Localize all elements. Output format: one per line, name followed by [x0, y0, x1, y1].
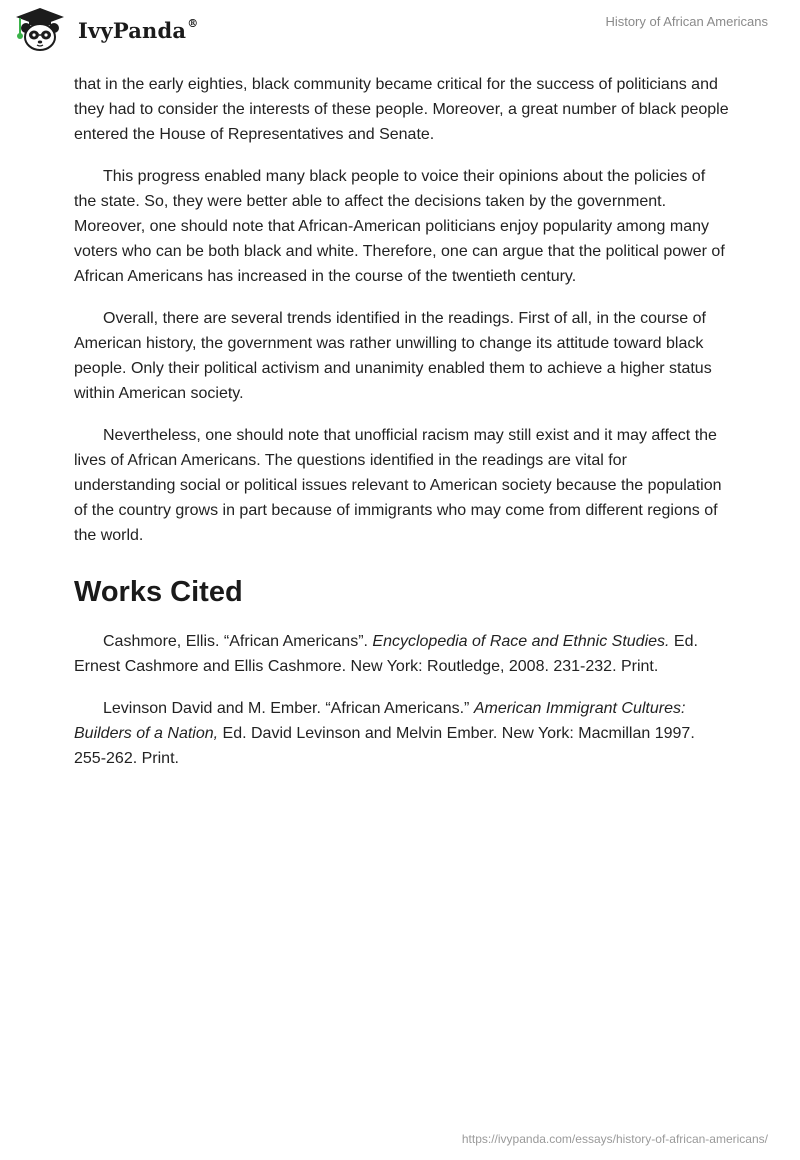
- page-header: [0, 0, 800, 68]
- citation-rest: Ed. Ernest Cashmore and Ellis Cashmore. New York: Routledge, 2008. 231-232. Print.: [74, 633, 698, 675]
- brand-name: IvyPanda®: [78, 16, 199, 43]
- registered-mark: ®: [187, 16, 199, 30]
- paragraph: This progress enabled many black people to voice their opinions about the policies of the state. So, they were better able to affect the decisions taken by the government. Moreover, one should note that African-American politicians enjoy popularity among many voters who can be both black and white. Therefore, one can argue that the political power of African Americans has increased in the course of the twentieth century.: [74, 168, 725, 285]
- citation-entry: [74, 696, 730, 771]
- paragraph: that in the early eighties, black community became critical for the success of politicians and they had to consider the interests of these people. Moreover, a great number of black people entered the House of Representatives and Senate.: [74, 76, 729, 143]
- paragraph: Overall, there are several trends identified in the readings. First of all, in the course of American history, the government was rather unwilling to change its attitude toward black people. Only their political activism and unanimity enabled them to achieve a higher status within American society.: [74, 310, 712, 402]
- essay-body: [74, 72, 730, 788]
- citation-title: American Immigrant Cultures: Builders of a Nation,: [74, 700, 686, 742]
- panda-graduate-icon: [14, 6, 70, 52]
- paragraph: Nevertheless, one should note that unofficial racism may still exist and it may affect the lives of African Americans. The questions identified in the readings are vital for understanding social or political issues relevant to American society because the population of the country grows in part because of immigrants who may come from different regions of the world.: [74, 427, 722, 544]
- citation-rest: Ed. David Levinson and Melvin Ember. New York: Macmillan 1997. 255-262. Print.: [74, 725, 695, 767]
- works-cited-heading: Works Cited: [74, 576, 243, 608]
- brand-logo[interactable]: [14, 6, 198, 52]
- source-url[interactable]: https://ivypanda.com/essays/history-of-african-americans/: [461, 1132, 768, 1146]
- citation-entry: [74, 629, 730, 679]
- citation-title: Encyclopedia of Race and Ethnic Studies.: [372, 633, 670, 650]
- running-title: History of African Americans: [605, 14, 768, 29]
- citation-lead: Cashmore, Ellis. “African Americans”.: [103, 633, 373, 650]
- citation-lead: Levinson David and M. Ember. “African Americans.”: [103, 700, 474, 717]
